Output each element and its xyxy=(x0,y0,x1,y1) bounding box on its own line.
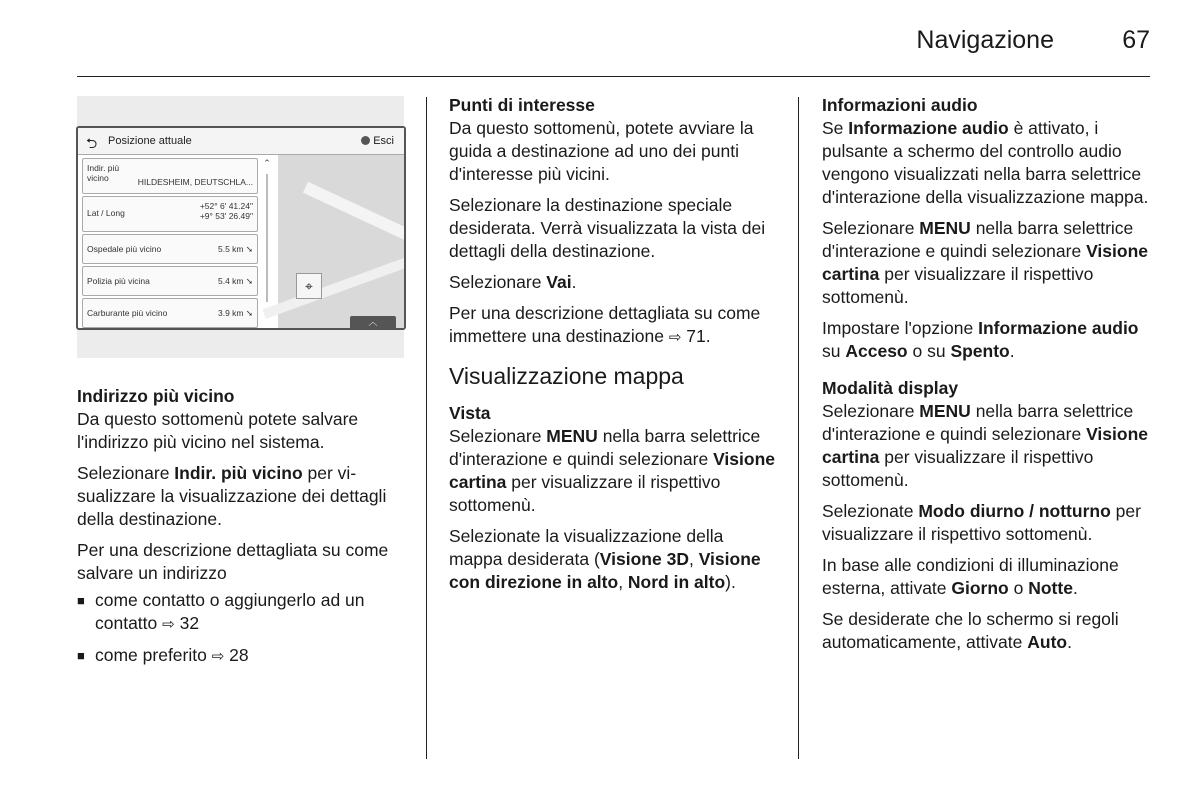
scrollbar xyxy=(261,158,273,318)
page-ref: 71 xyxy=(686,326,706,346)
page-title: Navigazione xyxy=(916,26,1054,54)
subheading-view: Vista xyxy=(449,403,491,423)
paragraph: Selezionare la destinazione speciale desiderata. Verrà visualizzata la vista dei dettagli della destinazione. xyxy=(449,195,766,261)
paragraph: Da questo sottomenù potete salvare l'indirizzo più vicino nel sistema. xyxy=(77,409,359,452)
page-ref-icon: ⇨ xyxy=(162,616,175,633)
screen-titlebar xyxy=(78,128,404,155)
infotainment-screen xyxy=(76,126,406,330)
map-road xyxy=(262,241,406,319)
map-road xyxy=(303,182,406,260)
row-value: +9° 53' 26.49" xyxy=(199,211,253,221)
list-item: ■ come contatto o aggiungerlo ad un contatto ⇨ 32 xyxy=(77,590,365,633)
route-icon: ➘ xyxy=(243,244,253,254)
heading-audio-info: Informazioni audio xyxy=(822,95,978,115)
row-label: Polizia più vicina xyxy=(87,276,150,286)
list-item xyxy=(82,196,258,232)
list-item xyxy=(82,158,258,194)
page-number: 67 xyxy=(1122,26,1150,54)
page-ref-icon: ⇨ xyxy=(668,329,682,346)
row-label: Indir. più xyxy=(87,163,120,173)
page-ref: 32 xyxy=(179,613,200,633)
scroll-track xyxy=(266,174,268,302)
screen-title: Posizione attuale xyxy=(108,135,192,147)
paragraph: Selezionare MENU nella barra selettrice d'interazione e quindi selezionare Visione cartina per visualizzare il rispettivo sottomenù. xyxy=(822,401,1149,490)
row-label: Lat / Long xyxy=(87,208,125,218)
paragraph: Se Informazione audio è attivato, i pulsante a schermo del controllo audio vengono visualizzati nella barra selettrice d'interazione della visualizzazione mappa. xyxy=(822,118,1149,207)
row-label: vicino xyxy=(87,173,109,183)
list-item xyxy=(82,234,258,264)
map-view xyxy=(278,155,404,328)
position-list xyxy=(82,158,258,330)
paragraph: Selezionare MENU nella barra selettrice d'interazione e quindi selezionare Visione cartina per visualizzare il rispettivo sottomenù. xyxy=(449,426,776,515)
heading-display-mode: Modalità display xyxy=(822,378,959,398)
row-value: 5.5 km xyxy=(218,244,244,254)
column-divider xyxy=(798,97,799,759)
bullet-icon: ■ xyxy=(77,648,85,663)
page-header xyxy=(77,24,1150,77)
paragraph: Selezionate la visualizzazione della mappa desiderata (Visione 3D, Visione con direzione in alto, Nord in alto). xyxy=(449,526,761,592)
row-value: +52° 6' 41.24" xyxy=(199,201,253,211)
list-item xyxy=(82,298,258,328)
paragraph: Selezionare Vai. xyxy=(449,272,577,292)
column-1 xyxy=(77,385,407,676)
paragraph: Per una descrizione dettagliata su come immettere una destinazione ⇨ 71. xyxy=(449,303,761,346)
back-arrow-icon: ⮌ xyxy=(86,135,98,151)
exit-label: Esci xyxy=(373,135,394,147)
heading-nearest-address: Indirizzo più vicino xyxy=(77,386,235,406)
list-item: ■ come preferito ⇨ 28 xyxy=(77,645,249,665)
paragraph: Selezionate Modo diurno / notturno per visualizzare il rispettivo sottomenù. xyxy=(822,501,1141,544)
paragraph: In base alle condizioni di illuminazione esterna, attivate Giorno o Notte. xyxy=(822,555,1119,598)
row-value: HILDESHEIM, DEUTSCHLA... xyxy=(137,177,253,187)
chevron-up-icon: ︿ xyxy=(350,316,396,328)
location-icon: ⌖ xyxy=(296,273,322,299)
column-divider xyxy=(426,97,427,759)
page-ref: 28 xyxy=(229,645,249,665)
heading-poi: Punti di interesse xyxy=(449,95,595,115)
paragraph: Selezionare Indir. più vicino per visualizzare la visualizzazione dei dettagli della destinazione. xyxy=(77,463,387,529)
row-value: 3.9 km xyxy=(218,308,244,318)
paragraph: Per una descrizione dettagliata su come salvare un indirizzo xyxy=(77,540,389,583)
row-label: Carburante più vicino xyxy=(87,308,168,318)
bullet-list xyxy=(77,589,407,668)
paragraph: Se desiderate che lo schermo si regoli automaticamente, attivate Auto. xyxy=(822,609,1119,652)
section-title: Visualizzazione mappa xyxy=(449,363,684,389)
row-label: Ospedale più vicino xyxy=(87,244,162,254)
paragraph: Selezionare MENU nella barra selettrice d'interazione e quindi selezionare Visione cartina per visualizzare il rispettivo sottomenù. xyxy=(822,218,1149,307)
bullet-icon: ■ xyxy=(77,593,85,608)
paragraph: Da questo sottomenù, potete avviare la guida a destinazione ad uno dei punti d'interesse più vicini. xyxy=(449,118,754,184)
column-3 xyxy=(822,94,1152,662)
list-item xyxy=(82,266,258,296)
column-2 xyxy=(449,94,779,602)
close-icon xyxy=(361,136,370,145)
route-icon: ➘ xyxy=(243,308,253,318)
row-value: 5.4 km xyxy=(218,276,244,286)
route-icon: ➘ xyxy=(243,276,253,286)
exit-button xyxy=(361,135,394,147)
paragraph: Impostare l'opzione Informazione audio su Acceso o su Spento. xyxy=(822,318,1139,361)
chevron-up-icon: ⌃ xyxy=(263,158,271,168)
page-ref-icon: ⇨ xyxy=(211,648,225,665)
